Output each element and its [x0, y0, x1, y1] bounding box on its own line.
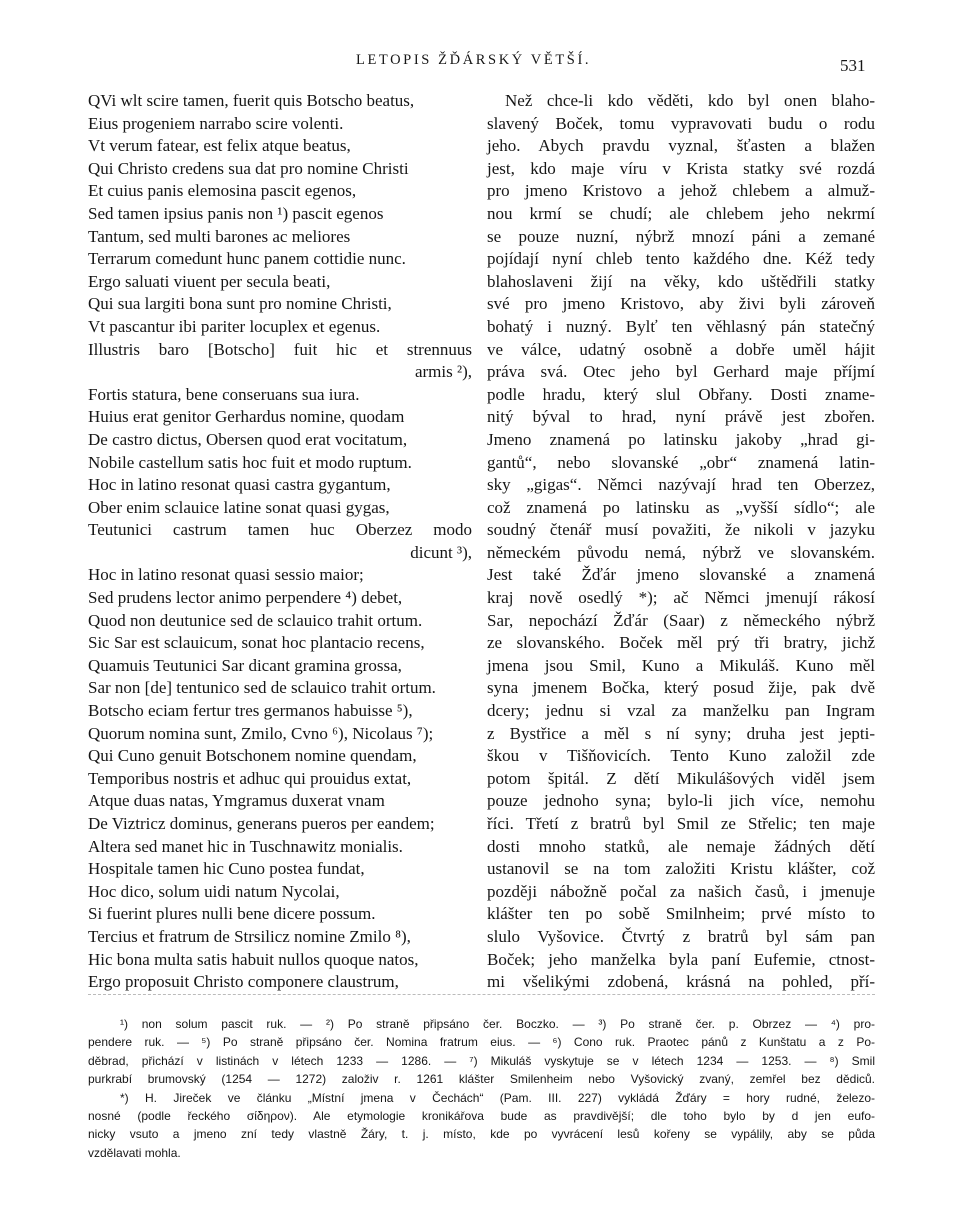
verse-line: Atque duas natas, Ymgramus duxerat vnam: [88, 791, 385, 811]
verse-line: Et cuius panis elemosina pascit egenos,: [88, 181, 357, 201]
prose-line: potom špitál. Z dětí Mikulášových viděl jsem: [487, 768, 875, 788]
verse-line: Illustris baro [Botscho] fuit hic et strennuus: [88, 339, 472, 359]
verse-line: Hospitale tamen hic Cuno postea fundat,: [88, 859, 365, 879]
prose-line: pojídají nyní chleb tento každého dne. Kéž tedy: [487, 249, 875, 269]
verse-line: Quod non deutunice sed de sclauico trahit ortum.: [88, 610, 423, 630]
prose-line: soudný čtenář musí považiti, že nikoli v jazyku: [487, 520, 875, 540]
footnote-line: purkrabí brumovský (1254 — 1272) založiv r. 1261 klášter Smilenheim nebo Vyšovický zvaný, zemřel bez dědiců.: [88, 1072, 875, 1087]
verse-line: Temporibus nostris et adhuc qui prouidus extat,: [88, 768, 412, 788]
verse-line: Hoc dico, solum uidi natum Nycolai,: [88, 881, 340, 901]
prose-line: říci. Třetí z bratrů byl Smil ze Střelic; ten maje: [487, 814, 875, 833]
prose-line: Boček; jeho manželka byla paní Eufemie, ctnost-: [487, 949, 875, 969]
verse-line: Sar non [de] tentunico sed de sclauico trahit ortum.: [88, 678, 436, 698]
footnote-line: nosné (podle řeckého σίδηρον). Ale etymologie kronikářova bude as pravdivější; dle toho bylo by d jen eufo-: [88, 1108, 875, 1123]
verse-line: Huius erat genitor Gerhardus nomine, quodam: [88, 407, 405, 427]
verse-line: De Viztricz dominus, generans pueros per eandem;: [88, 814, 435, 833]
czech-translation-column: [487, 90, 875, 994]
prose-line: dcery; jednu si vzal za manželku pan Ingram: [487, 701, 875, 721]
verse-line: Ober enim sclauice latine sonat quasi gygas,: [88, 497, 390, 517]
prose-line: se pouze nuzní, nýbrž mnozí páni a zemané: [487, 226, 875, 246]
verse-line: Hic bona multa satis habuit nullos quoque natos,: [88, 949, 419, 969]
verse-line: Sed prudens lector animo perpendere ⁴) debet,: [88, 588, 403, 608]
page-header: [0, 48, 960, 78]
prose-line: slulo Vyšovice. Čtvrtý z bratrů byl sám pan: [487, 926, 875, 946]
verse-line: De castro dictus, Obersen quod erat vocitatum,: [88, 429, 408, 449]
prose-line: bohatý i nuzný. Bylť ten věhlasný pán statečný: [487, 316, 875, 336]
prose-line: Než chce-li kdo věděti, kdo byl onen blaho-: [505, 91, 875, 110]
verse-line: Tercius et fratrum de Strsilicz nomine Zmilo ⁸),: [88, 926, 411, 946]
prose-line: jeho. Abych pravdu vyznal, šťasten a blažen: [487, 136, 875, 156]
prose-line: své pro jmeno Kristovo, aby živi byli zároveň: [487, 294, 875, 314]
prose-line: mi všelikými zdobená, krásná na pohled, pří-: [487, 972, 875, 992]
verse-line: Sic Sar est sclauicum, sonat hoc plantacio recens,: [88, 633, 425, 653]
footnote-line: pendere ruk. — ⁵) Po straně připsáno čer. Nomina fratrum eius. — ⁶) Cono ruk. Praotec pánů z Kunštatu a z Po-: [88, 1035, 875, 1050]
verse-line: Eius progeniem narrabo scire volenti.: [88, 113, 344, 133]
verse-line: Quamuis Teutunici Sar dicant gramina grossa,: [88, 655, 402, 675]
prose-line: Sar, nepochází Žďár (Saar) z německého nýbrž: [487, 610, 875, 630]
footnote-line: děbrad, přichází v listinách v létech 1233 — 1286. — ⁷) Mikuláš vyskytuje se v létech 1234 — 1253. — ⁸) Smil: [88, 1053, 875, 1068]
verse-line: Qui Christo credens sua dat pro nomine Christi: [88, 158, 409, 178]
verse-line: Hoc in latino resonat quasi castra gygantum,: [88, 475, 391, 495]
prose-line: ze slovanského. Boček měl prý tři bratry, jichž: [487, 633, 875, 653]
verse-line: Teutunici castrum tamen huc Oberzez modo: [88, 520, 472, 540]
verse-line: Quorum nomina sunt, Zmilo, Cvno ⁶), Nicolaus ⁷);: [88, 723, 434, 743]
prose-line: což znamená po latinsku as „vyšší sídlo“; ale: [487, 497, 875, 517]
verse-line-continuation: armis ²),: [414, 362, 472, 382]
page-number: 531: [840, 56, 866, 75]
prose-line: kraj nově osedlý *); ač Němci jmenují rákosí: [487, 588, 875, 608]
verse-line: Vt pascantur ibi pariter locuplex et egenus.: [88, 316, 381, 336]
prose-line: syna jmenem Bočka, který posud žije, pak dvě: [487, 678, 875, 698]
footnote-divider: [88, 994, 875, 995]
prose-line: sky „gigas“. Němci nazývají hrad ten Oberzez,: [487, 475, 875, 495]
prose-line: ve válce, udatný osobně a dobře uměl hájit: [487, 339, 875, 359]
verse-line: Si fuerint plures nulli bene dicere possum.: [88, 904, 376, 924]
prose-line: podle hradu, který slul Obřany. Dosti zname-: [487, 384, 875, 404]
prose-line: nou krmí se chudí; ale chlebem jeho nekrmí: [487, 203, 875, 223]
verse-line: Botscho eciam fertur tres germanos habuisse ⁵),: [88, 701, 413, 721]
footnote-line: ¹) non solum pascit ruk. — ²) Po straně připsáno čer. Boczko. — ³) Po straně čer. p. Obrzez — ⁴) pro-: [120, 1017, 875, 1031]
prose-line: ustanovil se na tom založiti Kristu klášter, což: [487, 859, 875, 879]
prose-line: práva svá. Otec jeho byl Gerhard maje příjmí: [487, 362, 875, 382]
verse-line: Hoc in latino resonat quasi sessio maior;: [88, 565, 364, 585]
verse-line: Altera sed manet hic in Tuschnawitz monialis.: [88, 836, 403, 856]
footnote-line: nicky vsuto a jmeno zní tedy vlastně Žáry, t. j. místo, kde po vyvrácení lesů kořeny se vypálily, aby se půda: [88, 1127, 875, 1142]
verse-line: QVi wlt scire tamen, fuerit quis Botscho beatus,: [88, 91, 415, 110]
verse-line: Vt verum fatear, est felix atque beatus,: [88, 136, 351, 156]
verse-line: Fortis statura, bene conseruans sua iura.: [88, 384, 360, 404]
prose-line: z Bystřice a měl s ní syny; druha jest jepti-: [487, 723, 875, 743]
prose-line: pouze jednoho syna; bylo-li jich více, nemohu: [487, 791, 875, 811]
latin-verse-column: [88, 90, 472, 994]
prose-line: německém původu nemá, nýbrž ve slovanském.: [487, 542, 875, 562]
prose-line: nitý býval to hrad, nyní právě jest zbořen.: [487, 407, 875, 427]
prose-line: slavený Boček, tomu vypravovati budu o rodu: [487, 113, 875, 133]
prose-line: Jmeno znamená po latinsku jakoby „hrad gi-: [487, 429, 875, 449]
verse-line: Nobile castellum satis hoc fuit et modo ruptum.: [88, 452, 412, 472]
verse-line: Ergo saluati viuent per secula beati,: [88, 271, 331, 291]
prose-line: škou v Tišňovicích. Tento Kuno založil zde: [487, 746, 875, 766]
prose-line: jmena jsou Smil, Kuno a Mikuláš. Kuno měl: [487, 655, 875, 675]
verse-line: Tantum, sed multi barones ac meliores: [88, 226, 351, 246]
prose-line: gantů“, nebo slovanské „obr“ znamená latin-: [487, 452, 875, 472]
footnotes: [88, 1015, 875, 1162]
footnote-line: vzdělavati mohla.: [88, 1145, 181, 1160]
running-title: LETOPIS ŽĎÁRSKÝ VĚTŠÍ.: [356, 52, 592, 68]
prose-line: dosti mnoho statků, ale nemaje žádných dětí: [487, 836, 875, 856]
verse-line: Qui Cuno genuit Botschonem nomine quendam,: [88, 746, 417, 766]
verse-line: Qui sua largiti bona sunt pro nomine Christi,: [88, 294, 392, 314]
footnote-line: *) H. Jireček ve článku „Místní jmena v Čechách“ (Pam. III. 227) vykládá Žďáry = hory rudné, železo-: [120, 1090, 875, 1105]
prose-line: jest, kdo maje víru v Krista statky své rozdá: [487, 158, 875, 178]
prose-line: blahoslaveni žijí na věky, kdo uštědřili statky: [487, 271, 875, 291]
prose-line: později nábožně počal za našich časů, i jmenuje: [487, 881, 875, 901]
verse-line: Sed tamen ipsius panis non ¹) pascit egenos: [88, 203, 384, 223]
prose-line: klášter ten po sobě Smilnheim; prvé místo to: [487, 904, 875, 924]
verse-line: Ergo proposuit Christo componere claustrum,: [88, 972, 399, 992]
verse-line-continuation: dicunt ³),: [410, 542, 472, 562]
prose-line: pro jmeno Kristovo a jehož chlebem a almuž-: [487, 181, 875, 201]
verse-line: Terrarum comedunt hunc panem cottidie nunc.: [88, 249, 406, 269]
prose-line: Jest také Žďár jmeno slovanské a znamená: [487, 565, 875, 585]
